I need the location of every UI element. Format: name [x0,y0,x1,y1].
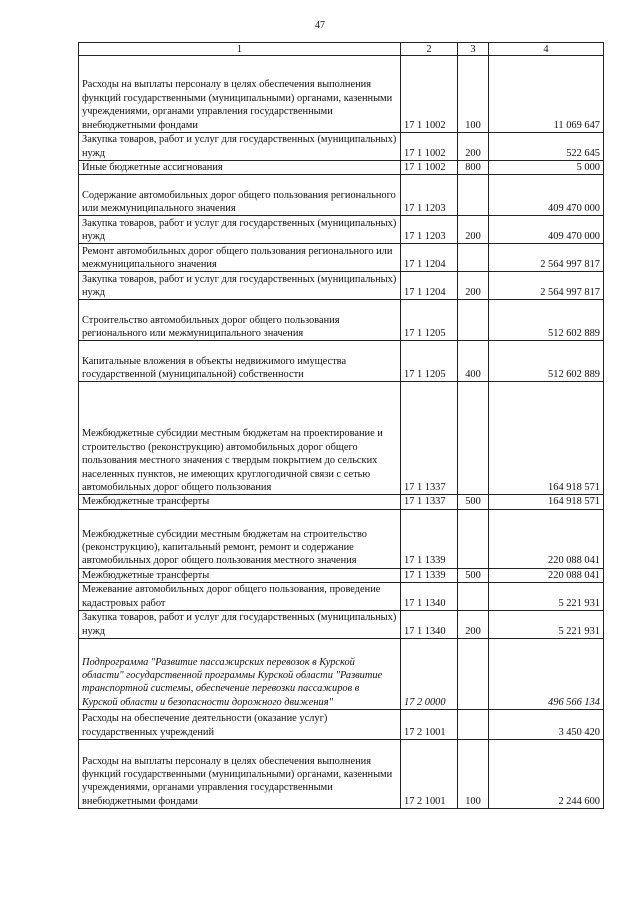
header-col-1: 1 [79,43,401,56]
header-col-3: 3 [458,43,489,56]
row-name: Подпрограмма "Развитие пассажирских перевозок в Курской области" государственной программы Курской области "Развитие транспортной системы, обеспечение перевозки пассажиров в Курской области и безопасности дорожного движения" [79,639,401,710]
row-expense-type: 100 [458,56,489,133]
row-expense-type: 200 [458,272,489,300]
row-code: 17 2 1001 [401,740,458,809]
table-row [79,639,604,710]
header-col-2: 2 [401,43,458,56]
row-name: Закупка товаров, работ и услуг для государственных (муниципальных) нужд [79,272,401,300]
row-name: Содержание автомобильных дорог общего пользования регионального или межмуниципального значения [79,175,401,216]
row-amount: 220 088 041 [489,568,604,582]
table-row [79,341,604,382]
table-row [79,56,604,133]
row-code: 17 1 1204 [401,272,458,300]
row-amount: 5 221 931 [489,583,604,611]
row-amount: 2 244 600 [489,740,604,809]
row-name: Межевание автомобильных дорог общего пользования, проведение кадастровых работ [79,583,401,611]
table-row [79,568,604,582]
table-row [79,583,604,611]
row-expense-type: 100 [458,740,489,809]
budget-table [78,42,604,809]
row-expense-type [458,244,489,272]
row-code: 17 1 1002 [401,161,458,175]
row-expense-type [458,300,489,341]
row-code: 17 1 1340 [401,611,458,639]
row-name: Расходы на выплаты персоналу в целях обеспечения выполнения функций государственными (муниципальными) органами, казенными учреждениями, органами управления государственными внебюджетными фондами [79,740,401,809]
row-amount: 512 602 889 [489,300,604,341]
row-expense-type [458,382,489,495]
row-code: 17 2 0000 [401,639,458,710]
row-code: 17 1 1002 [401,56,458,133]
row-name: Межбюджетные субсидии местным бюджетам на проектирование и строительство (реконструкцию) автомобильных дорог общего пользования местного значения с твердым покрытием до сельских населенных пунктов, не имеющих круглогодичной связи с сетью автомобильных дорог общего пользования [79,382,401,495]
row-name: Закупка товаров, работ и услуг для государственных (муниципальных) нужд [79,611,401,639]
row-name: Закупка товаров, работ и услуг для государственных (муниципальных) нужд [79,216,401,244]
table-row [79,509,604,568]
row-amount: 2 564 997 817 [489,272,604,300]
row-code: 17 1 1337 [401,495,458,509]
row-code: 17 1 1340 [401,583,458,611]
row-expense-type: 500 [458,568,489,582]
row-name: Межбюджетные субсидии местным бюджетам на строительство (реконструкцию), капитальный ремонт, ремонт и содержание автомобильных дорог общего пользования местного значения [79,509,401,568]
row-expense-type: 200 [458,216,489,244]
table-row [79,495,604,509]
row-amount: 496 566 134 [489,639,604,710]
row-name: Закупка товаров, работ и услуг для государственных (муниципальных) нужд [79,133,401,161]
row-name: Ремонт автомобильных дорог общего пользования регионального или межмуниципального значения [79,244,401,272]
row-expense-type: 200 [458,611,489,639]
row-code: 17 1 1337 [401,382,458,495]
row-expense-type [458,710,489,740]
row-amount: 164 918 571 [489,382,604,495]
row-amount: 11 069 647 [489,56,604,133]
row-code: 17 1 1205 [401,300,458,341]
table-row [79,740,604,809]
row-name: Капитальные вложения в объекты недвижимого имущества государственной (муниципальной) собственности [79,341,401,382]
row-code: 17 1 1203 [401,216,458,244]
header-col-4: 4 [489,43,604,56]
table-row [79,382,604,495]
row-name: Межбюджетные трансферты [79,568,401,582]
row-name: Иные бюджетные ассигнования [79,161,401,175]
row-code: 17 1 1205 [401,341,458,382]
row-name: Строительство автомобильных дорог общего пользования регионального или межмуниципального значения [79,300,401,341]
row-expense-type [458,175,489,216]
row-code: 17 1 1339 [401,509,458,568]
row-name: Расходы на обеспечение деятельности (оказание услуг) государственных учреждений [79,710,401,740]
row-expense-type [458,509,489,568]
page-number: 47 [315,20,325,31]
row-expense-type [458,639,489,710]
row-amount: 409 470 000 [489,216,604,244]
row-expense-type [458,583,489,611]
table-row [79,611,604,639]
row-amount: 409 470 000 [489,175,604,216]
table-row [79,133,604,161]
row-code: 17 1 1203 [401,175,458,216]
row-amount: 2 564 997 817 [489,244,604,272]
row-expense-type: 200 [458,133,489,161]
table-row [79,300,604,341]
row-expense-type: 500 [458,495,489,509]
table-row [79,161,604,175]
row-expense-type: 400 [458,341,489,382]
table-header-row [79,43,604,56]
table-row [79,244,604,272]
row-amount: 3 450 420 [489,710,604,740]
row-expense-type: 800 [458,161,489,175]
row-amount: 512 602 889 [489,341,604,382]
row-code: 17 1 1204 [401,244,458,272]
row-name: Расходы на выплаты персоналу в целях обеспечения выполнения функций государственными (муниципальными) органами, казенными учреждениями, органами управления государственными внебюджетными фондами [79,56,401,133]
table-row [79,175,604,216]
row-name: Межбюджетные трансферты [79,495,401,509]
row-code: 17 1 1339 [401,568,458,582]
row-amount: 164 918 571 [489,495,604,509]
table-row [79,272,604,300]
row-amount: 5 221 931 [489,611,604,639]
row-code: 17 2 1001 [401,710,458,740]
row-amount: 220 088 041 [489,509,604,568]
table-row [79,710,604,740]
row-amount: 522 645 [489,133,604,161]
table-row [79,216,604,244]
row-amount: 5 000 [489,161,604,175]
row-code: 17 1 1002 [401,133,458,161]
